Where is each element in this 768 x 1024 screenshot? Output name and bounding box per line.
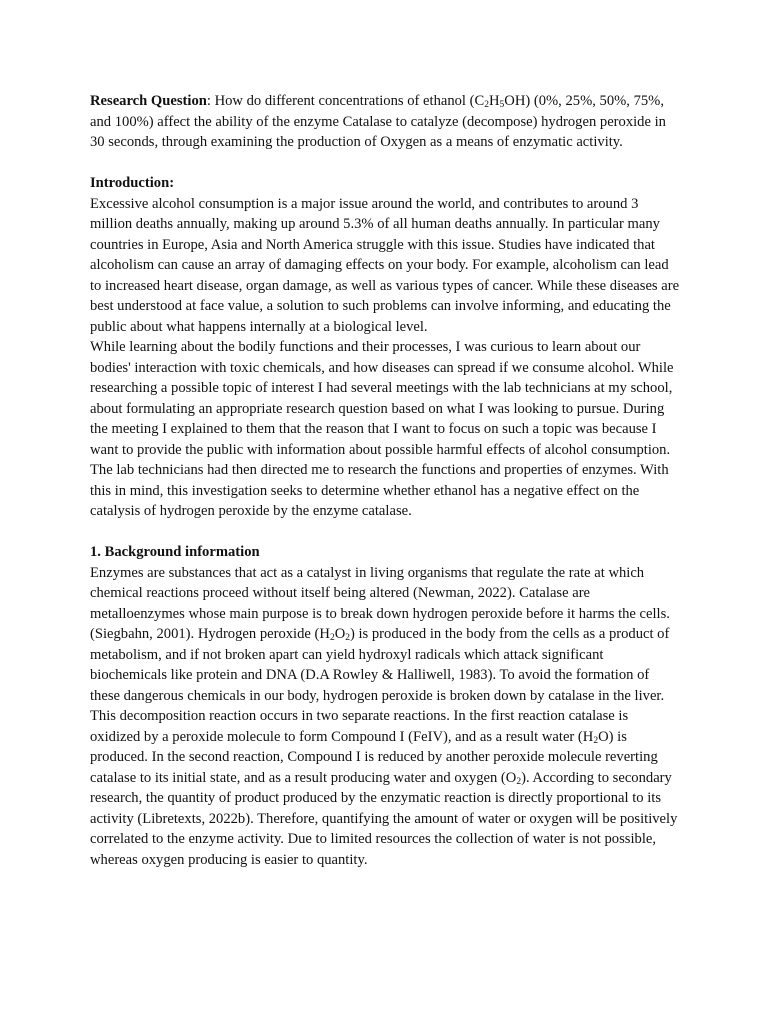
subscript: 2 xyxy=(516,776,522,787)
paragraph-spacer xyxy=(90,522,680,543)
background-heading xyxy=(90,542,680,563)
research-question-text: : How do different concentrations of ethanol (C xyxy=(206,93,485,109)
research-question-paragraph xyxy=(90,91,680,153)
subscript: 2 xyxy=(593,735,599,746)
subscript: 2 xyxy=(329,633,335,643)
subscript: 5 xyxy=(499,100,505,110)
research-question-text: OH) (0%, 25%, 50%, 75%, and 100%) affect the ability of the enzyme Catalase to catalyze (decompose) hydrogen peroxide in 30 seconds, through examining the production of Oxygen as a means of enzymatic activity. xyxy=(90,93,666,150)
subscript: 2 xyxy=(484,100,489,110)
introduction-heading-text: Introduction: xyxy=(90,175,175,191)
introduction-paragraph-1: Excessive alcohol consumption is a major issue around the world, and contributes to around 3 million deaths annually, making up around 5.3% of all human deaths annually. In particular many countries in Europe, Asia and North America struggle with this issue. Studies have indicated that alcoholism can cause an array of damaging effects on your body. For example, alcoholism can lead to increased heart disease, organ damage, as well as various types of cancer. While these diseases are best understood at face value, a solution to such problems can involve informing, and educating the public about what happens internally at a biological level. xyxy=(90,195,680,335)
background-text: ). According to secondary research, the quantity of product produced by the enzymatic reaction is directly proportional to its activity (Libretexts, 2022b). Therefore, quantifying the amount of water or oxygen will be positively correlated to the enzyme activity. Due to limited resources the collection of water is not possible, whereas oxygen producing is easier to quantity. xyxy=(90,769,678,868)
introduction-heading xyxy=(90,173,680,194)
background-text: ) is produced in the body from the cells as a product of metabolism, and if not broken apart can yield hydroxyl radicals which attack significant biochemicals like protein and DNA (D.A Rowley & Halliwell, 1983). To avoid the formation of these dangerous chemicals in our body, hydrogen peroxide is broken down by catalase in the liver. This decomposition reaction occurs in two separate reactions. In the first reaction catalase is oxidized by a peroxide molecule to form Compound I (FeIV), and as a result water (H xyxy=(90,626,670,745)
research-question-text: H xyxy=(488,93,500,109)
background-text: O) is produced. In the second reaction, Compound I is reduced by another peroxide molecule reverting catalase to its initial state, and as a result producing water and oxygen (O xyxy=(90,728,658,786)
introduction-paragraph-2: While learning about the bodily functions and their processes, I was curious to learn about our bodies' interaction with toxic chemicals, and how diseases can spread if we consume alcohol. While researching a possible topic of interest I had several meetings with the lab technicians at my school, about formulating an appropriate research question based on what I was looking to pursue. During the meeting I explained to them that the reason that I want to focus on such a topic was because I want to provide the public with information about possible harmful effects of alcohol consumption. The lab technicians had then directed me to research the functions and properties of enzymes. With this in mind, this investigation seeks to determine whether ethanol has a negative effect on the catalysis of hydrogen peroxide by the enzyme catalase. xyxy=(90,339,674,519)
background-paragraph xyxy=(90,563,680,871)
background-heading-text: 1. Background information xyxy=(90,544,260,560)
research-question-label: Research Question xyxy=(90,93,207,109)
background-text: Enzymes are substances that act as a catalyst in living organisms that regulate the rate at which chemical reactions proceed without itself being altered (Newman, 2022). Catalase are metalloenzymes whose main purpose is to break down hydrogen peroxide before it harms the cells. (Siegbahn, 2001). Hydrogen peroxide (H xyxy=(90,564,670,642)
paragraph-spacer xyxy=(90,153,680,174)
subscript: 2 xyxy=(345,633,350,643)
background-text: O xyxy=(334,626,346,642)
